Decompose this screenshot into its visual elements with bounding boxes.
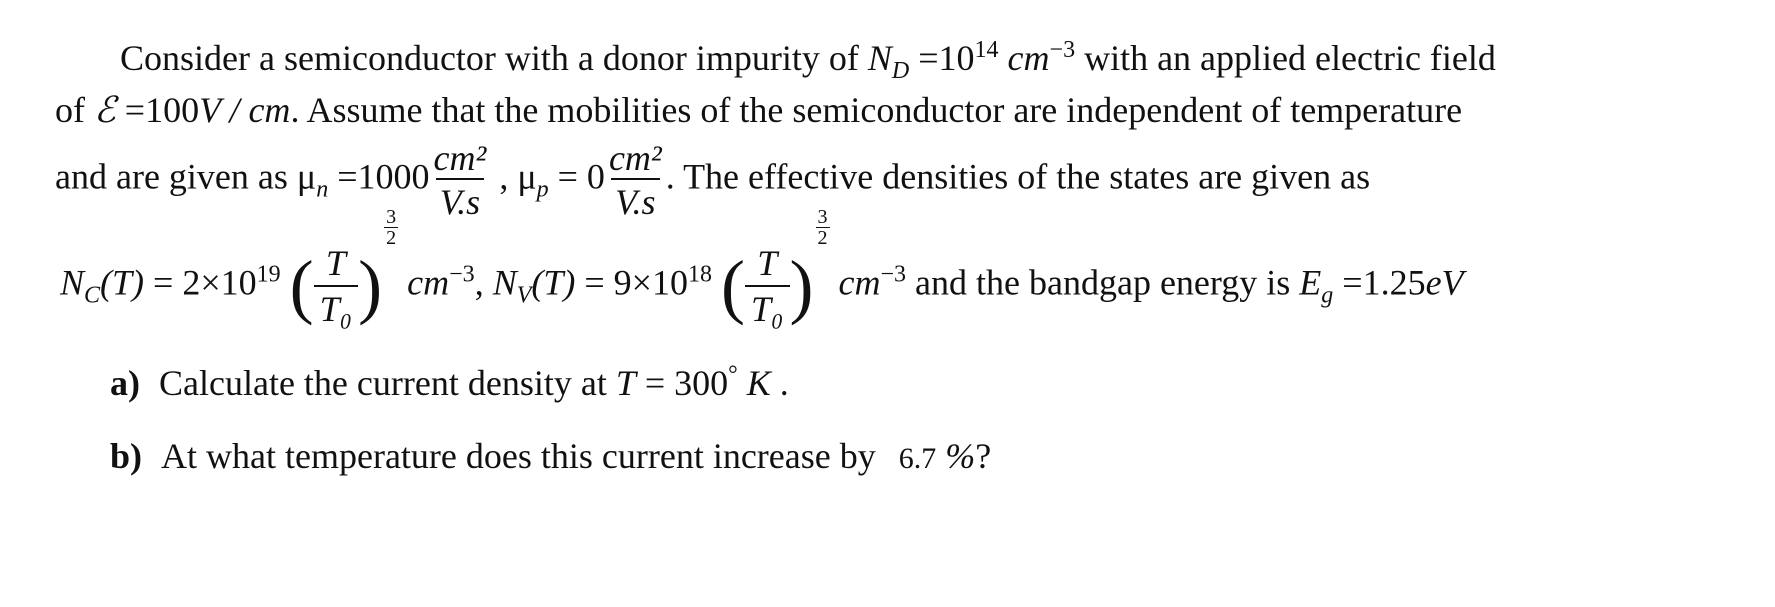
nc-temperature-ratio	[314, 245, 359, 327]
unit-numerator: cm²	[433, 138, 487, 178]
nv-subscript: V	[516, 282, 532, 309]
mobility-p-value: = 0	[548, 156, 605, 197]
nv-equals: = 9×10	[575, 262, 688, 303]
nc-equals: = 2×10	[144, 262, 257, 303]
power-denominator: 2	[817, 227, 828, 249]
nv-symbol: N	[492, 262, 517, 303]
field-value: =100	[115, 90, 200, 130]
part-b-end: ?	[975, 436, 992, 476]
nc-symbol: N	[60, 262, 85, 303]
line-4	[60, 206, 1464, 329]
nd-unit: cm	[998, 38, 1050, 78]
nv-unit-exponent: −3	[880, 261, 907, 288]
nv-exponent: 18	[687, 261, 712, 288]
left-paren: (	[720, 246, 745, 326]
temperature-value: = 300	[635, 363, 729, 403]
percent-sign: %	[936, 436, 976, 476]
line2-text-b: . Assume that the mobilities of the semiconductor are independent of temperature	[290, 90, 1463, 130]
right-paren: )	[358, 246, 383, 326]
power-numerator: 3	[817, 206, 828, 228]
unit-numerator: cm²	[608, 138, 662, 178]
power-denominator: 2	[386, 227, 397, 249]
part-a-label: a)	[110, 363, 140, 403]
part-b-label: b)	[110, 436, 143, 476]
ratio-denominator: T₀	[314, 285, 359, 327]
unit-denominator: V.s	[436, 178, 484, 220]
nc-exponent: 19	[256, 261, 281, 288]
mobility-n-unit-fraction	[430, 140, 491, 220]
nd-subscript: D	[891, 58, 910, 85]
temperature-symbol: T	[615, 363, 636, 403]
mobility-n-value: =1000	[328, 156, 430, 197]
nd-symbol: N	[867, 38, 892, 78]
field-unit: V / cm	[199, 90, 291, 130]
eg-subscript: g	[1321, 282, 1334, 309]
nc-unit-exponent: −3	[449, 261, 475, 288]
line3-text-b: . The effective densities of the states are given as	[665, 156, 1371, 197]
line1-text-b: with an applied electric field	[1075, 38, 1496, 78]
line2-text-a: of	[55, 90, 94, 130]
nc-power	[384, 207, 398, 248]
line-2	[55, 92, 1462, 129]
ratio-denominator: T₀	[745, 285, 790, 327]
line-3	[55, 140, 1370, 220]
percent-value: 6.7	[898, 442, 937, 475]
nv-unit: cm	[838, 262, 881, 303]
part-a	[110, 362, 789, 403]
nv-argument: (T)	[531, 262, 576, 303]
nd-equals: =10	[909, 38, 975, 78]
mobility-n-symbol: μ	[296, 156, 317, 197]
eg-value: =1.25	[1333, 262, 1426, 303]
nc-nv-separator: ,	[474, 262, 493, 303]
mobility-n-subscript: n	[316, 176, 329, 203]
nc-subscript: C	[84, 282, 101, 309]
line3-text-a: and are given as	[55, 156, 297, 197]
line-1	[120, 37, 1496, 85]
left-paren: (	[289, 246, 314, 326]
nc-unit: cm	[407, 262, 450, 303]
eg-unit: eV	[1425, 262, 1464, 303]
nd-unit-exponent: −3	[1049, 37, 1076, 63]
right-paren: )	[789, 246, 814, 326]
part-a-end: .	[770, 363, 789, 403]
line4-text: and the bandgap energy is	[906, 262, 1300, 303]
field-symbol: ℰ	[94, 90, 116, 131]
part-a-text: Calculate the current density at	[159, 363, 616, 403]
eg-symbol: E	[1299, 262, 1322, 303]
temperature-unit: K	[737, 363, 771, 403]
mobility-p-symbol: μ	[517, 156, 537, 197]
nd-exponent: 14	[974, 37, 999, 63]
ratio-numerator: T	[325, 243, 346, 283]
degree-symbol: °	[728, 362, 738, 388]
nc-argument: (T)	[100, 262, 145, 303]
unit-denominator: V.s	[611, 178, 659, 220]
mobility-p-unit-fraction	[605, 140, 666, 220]
line1-text-a: Consider a semiconductor with a donor impurity of	[120, 38, 868, 78]
part-b	[110, 438, 991, 474]
mobility-separator: ,	[490, 156, 518, 197]
part-b-text: At what temperature does this current increase by	[161, 436, 885, 476]
power-numerator: 3	[386, 206, 397, 228]
nv-temperature-ratio	[745, 245, 790, 327]
mobility-p-subscript: p	[536, 176, 549, 203]
nv-power	[816, 207, 830, 248]
ratio-numerator: T	[757, 243, 778, 283]
